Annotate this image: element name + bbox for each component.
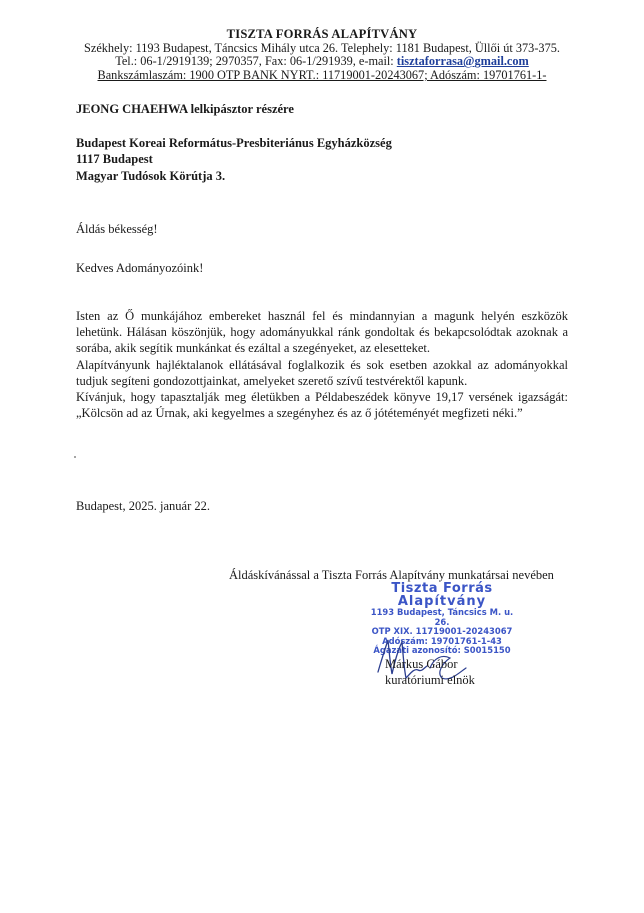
email-user: tisztaforrasa@ xyxy=(396,54,475,69)
recipient-line-1: Budapest Koreai Református-Presbiteriánus Egyházközség xyxy=(76,136,392,150)
body-paragraph-1: Isten az Ő munkájához embereket használ fel és mindannyian a magunk helyén eszközök lehetünk. Hálásan köszönjük, hogy adományukkal ránk gondoltak és bekapcsolódtak azoknak a sorába, akik segítik munkánkat és ezáltal a szegényeket, az elesetteket. xyxy=(76,309,568,356)
recipient-address xyxy=(76,135,392,184)
address-line: Székhely: 1193 Budapest, Táncsics Mihály utca 26. Telephely: 1181 Budapest, Üllői út 373-375. xyxy=(84,40,560,55)
addressee-line: JEONG CHAEHWA lelkipásztor részére xyxy=(76,102,294,116)
contact-phone-fax: Tel.: 06-1/2919139; 2970357, Fax: 06-1/291939, e-mail: xyxy=(115,54,397,69)
stamp-line-4: OTP XIX. 11719001-20243067 xyxy=(371,626,513,637)
signer-block xyxy=(385,656,475,689)
greeting: Áldás békesség! xyxy=(76,222,158,236)
contact-line xyxy=(0,55,644,69)
bank-line: Bankszámlaszám: 1900 OTP BANK NYRT.: 11719001-20243067; Adószám: 19701761-1- xyxy=(97,67,547,82)
closing-line: Áldáskívánással a Tiszta Forrás Alapítvány munkatársai nevében xyxy=(229,568,554,582)
stamp-line-2: Alapítvány xyxy=(397,594,487,609)
recipient-line-3: Magyar Tudósok Körútja 3. xyxy=(76,168,226,183)
signer-title: kuratóriumi elnök xyxy=(385,673,475,688)
letter-body xyxy=(76,308,568,421)
stamp-line-6: Ágazati azonosító: S0015150 xyxy=(373,645,511,656)
stray-mark xyxy=(74,456,76,458)
letter-date: Budapest, 2025. január 22. xyxy=(76,499,211,513)
body-paragraph-2: Alapítványunk hajléktalanok ellátásával foglalkozik és sok esetben azokkal az adományokkal tudjuk segíteni gondozottjainkat, amelyeket szerető szívű testvérektől kapunk. xyxy=(76,357,568,388)
salutation: Kedves Adományozóink! xyxy=(76,261,204,275)
stamp-line-3: 1193 Budapest, Táncsics M. u. 26. xyxy=(370,607,514,627)
organization-name: TISZTA FORRÁS ALAPÍTVÁNY xyxy=(226,27,418,41)
email-domain: gmail.com xyxy=(474,54,529,69)
body-paragraph-3: Kívánjuk, hogy tapasztalják meg életükben a Példabeszédek könyve 19,17 versének igazságát: „Kölcsön ad az Úrnak, aki kegyelmes a szegényhez és az ő jótéteményét megfizeti néki.” xyxy=(76,390,568,421)
signer-name: Márkus Gábor xyxy=(385,657,458,671)
stamp-line-1: Tiszta Forrás xyxy=(391,581,493,596)
letterhead xyxy=(0,28,644,82)
email-link[interactable] xyxy=(397,54,529,68)
recipient-line-2: 1117 Budapest xyxy=(76,152,153,167)
stamp-line-5: Adószám: 19701761-1-43 xyxy=(382,635,502,646)
